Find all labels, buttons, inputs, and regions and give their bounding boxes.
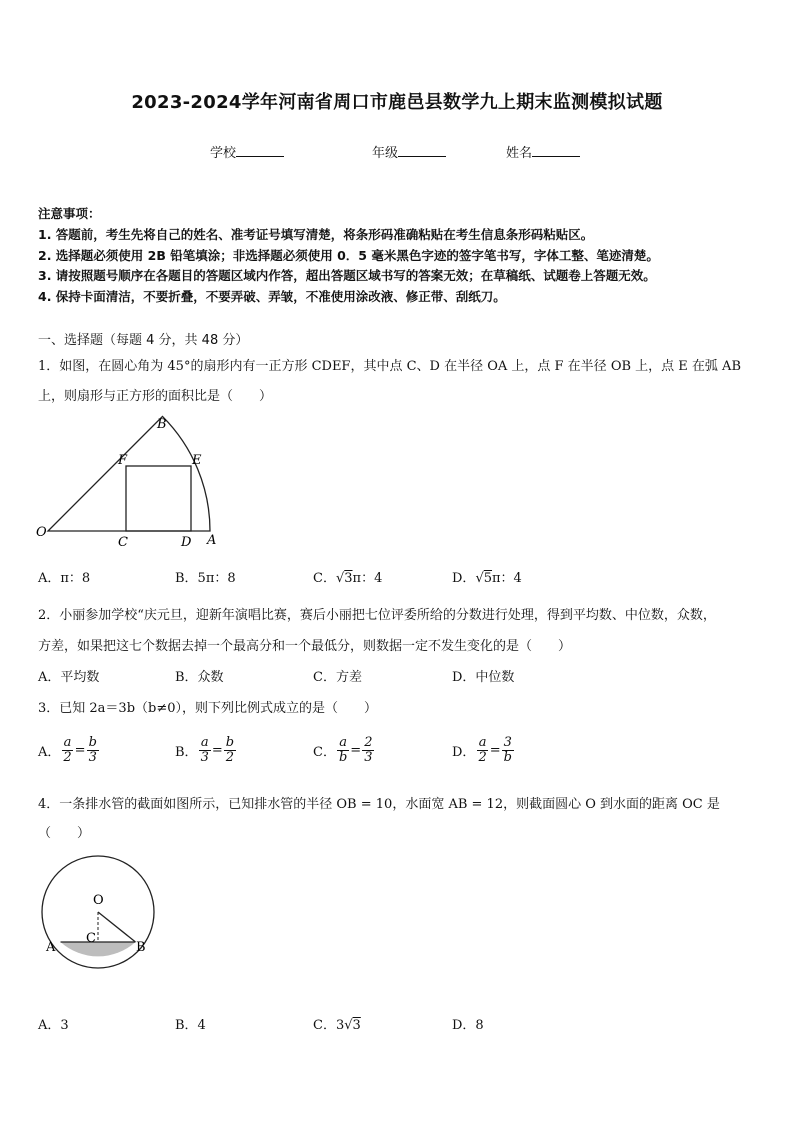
q3-option-d-label: D． — [452, 745, 476, 760]
q2-option-b[interactable]: B．众数 — [175, 670, 224, 685]
q3-option-d-frac2 — [502, 736, 514, 765]
q1-option-a[interactable]: A．π：8 — [38, 571, 91, 586]
label-o: O — [93, 893, 104, 908]
denominator: b — [338, 750, 348, 765]
page-title: 2023-2024学年河南省周口市鹿邑县数学九上期末监测模拟试题 — [131, 92, 663, 113]
name-label: 姓名 — [506, 146, 533, 161]
water-area — [61, 942, 136, 956]
sqrt-icon: √ — [335, 571, 345, 586]
q3-option-a[interactable] — [38, 736, 100, 765]
q1-option-d-rest: π：4 — [492, 571, 522, 586]
denominator: b — [503, 750, 512, 765]
q3-option-c[interactable] — [313, 736, 375, 765]
q4-option-d[interactable]: D．8 — [452, 1018, 484, 1033]
q4-option-c-label: C． — [313, 1018, 336, 1033]
q2-option-a[interactable]: A．平均数 — [38, 670, 100, 685]
q1-stem-line1: 1．如图，在圆心角为 45°的扇形内有一正方形 CDEF，其中点 C、D 在半径 OA 上，点 F 在半径 OB 上，点 E 在弧 AB — [38, 359, 741, 374]
radius-ob — [98, 912, 136, 942]
q3-option-d[interactable] — [452, 736, 515, 765]
q1-option-b[interactable]: B．5π：8 — [175, 571, 236, 586]
q4-option-a[interactable]: A．3 — [38, 1018, 69, 1033]
denominator: 3 — [364, 750, 373, 765]
label-b: B — [157, 417, 167, 432]
denominator: 2 — [478, 750, 487, 765]
denominator: 2 — [225, 750, 235, 765]
equals-sign: = — [211, 743, 223, 758]
q3-option-a-frac2 — [87, 736, 99, 765]
q2-option-d[interactable]: D．中位数 — [452, 670, 515, 685]
equals-sign: = — [489, 743, 501, 758]
label-c: C — [118, 535, 128, 550]
equals-sign: = — [350, 743, 362, 758]
q1-sector-figure — [30, 412, 230, 552]
label-a: A — [46, 940, 56, 955]
q3-option-c-frac2 — [362, 736, 374, 765]
q4-pipe-figure — [36, 850, 160, 974]
label-b: B — [136, 940, 146, 955]
q1-option-c-rest: π：4 — [352, 571, 383, 586]
school-blank[interactable] — [236, 144, 284, 157]
numerator: b — [225, 735, 235, 750]
notice-item-2: 2. 选择题必须使用 2B 铅笔填涂；非选择题必须使用 0．5 毫米黑色字迹的签字笔书写，字体工整、笔迹清楚。 — [38, 248, 659, 263]
q4-option-c[interactable] — [313, 1014, 361, 1033]
numerator: b — [88, 735, 97, 750]
numerator: 3 — [503, 735, 512, 750]
q3-stem: 3．已知 2a＝3b（b≠0），则下列比例式成立的是（ ） — [38, 701, 378, 716]
equals-sign: = — [74, 743, 86, 758]
notice-item-4: 4. 保持卡面清洁，不要折叠，不要弄破、弄皱，不准使用涂改液、修正带、刮纸刀。 — [38, 289, 506, 304]
q4-option-b[interactable]: B．4 — [175, 1018, 206, 1033]
q3-option-b-label: B． — [175, 745, 198, 760]
q3-option-c-frac1 — [337, 736, 349, 765]
numerator: a — [63, 735, 72, 750]
denominator: 2 — [63, 750, 72, 765]
notice-item-3: 3. 请按照题号顺序在各题目的答题区域内作答，超出答题区域书写的答案无效；在草稿纸、试题卷上答题无效。 — [38, 268, 656, 283]
q2-stem-line2: 方差，如果把这七个数据去掉一个最高分和一个最低分，则数据一定不发生变化的是（ ） — [38, 639, 572, 654]
square-cdef — [126, 466, 191, 531]
grade-field[interactable] — [372, 142, 446, 161]
q4-stem-line2: （ ） — [38, 826, 91, 841]
grade-blank[interactable] — [398, 144, 446, 157]
q3-option-b[interactable] — [175, 736, 237, 765]
q4-stem-line1: 4．一条排水管的截面如图所示，已知排水管的半径 OB = 10，水面宽 AB = 12，则截面圆心 O 到水面的距离 OC 是 — [38, 797, 720, 812]
q4-option-c-radicand: 3 — [352, 1018, 361, 1033]
numerator: 2 — [364, 735, 373, 750]
notice-item-1: 1. 答题前，考生先将自己的姓名、准考证号填写清楚，将条形码准确粘贴在考生信息条形码粘贴区。 — [38, 227, 594, 242]
q1-option-c-radicand: 3 — [344, 571, 353, 586]
q3-option-b-frac2 — [224, 736, 236, 765]
q2-stem-line1: 2．小丽参加学校“庆元旦，迎新年演唱比赛，赛后小丽把七位评委所给的分数进行处理，得到平均数、中位数，众数， — [38, 608, 716, 623]
q2-option-c[interactable]: C．方差 — [313, 670, 362, 685]
q3-option-a-label: A． — [38, 745, 61, 760]
q1-option-c[interactable] — [313, 567, 382, 586]
denominator: 3 — [200, 750, 209, 765]
name-field[interactable] — [506, 142, 580, 161]
q1-option-c-label: C． — [313, 571, 336, 586]
notice-heading: 注意事项： — [38, 206, 101, 221]
q1-option-d[interactable] — [452, 567, 522, 586]
school-field[interactable] — [210, 142, 284, 161]
q3-option-a-frac1 — [61, 736, 73, 765]
sqrt-icon: √ — [475, 571, 484, 586]
name-blank[interactable] — [532, 144, 580, 157]
grade-label: 年级 — [372, 146, 399, 161]
numerator: a — [200, 735, 209, 750]
q3-option-b-frac1 — [199, 736, 211, 765]
label-o: O — [36, 525, 47, 540]
denominator: 3 — [88, 750, 97, 765]
q3-option-c-label: C． — [313, 745, 336, 760]
q4-option-c-coef: 3 — [335, 1018, 345, 1033]
section-heading: 一、选择题（每题 4 分，共 48 分） — [38, 333, 249, 348]
q1-stem-line2: 上，则扇形与正方形的面积比是（ ） — [38, 389, 273, 404]
label-e: E — [192, 453, 202, 468]
label-f: F — [118, 453, 128, 468]
q3-option-d-frac1 — [476, 736, 488, 765]
label-a: A — [207, 533, 217, 548]
label-c: C — [86, 931, 96, 946]
school-label: 学校 — [210, 146, 237, 161]
q1-option-d-radicand: 5 — [483, 571, 493, 586]
numerator: a — [339, 735, 347, 750]
sector-shape — [48, 416, 210, 531]
numerator: a — [478, 735, 487, 750]
sqrt-icon: √ — [344, 1018, 353, 1033]
q1-option-d-label: D． — [452, 571, 476, 586]
label-d: D — [181, 535, 192, 550]
